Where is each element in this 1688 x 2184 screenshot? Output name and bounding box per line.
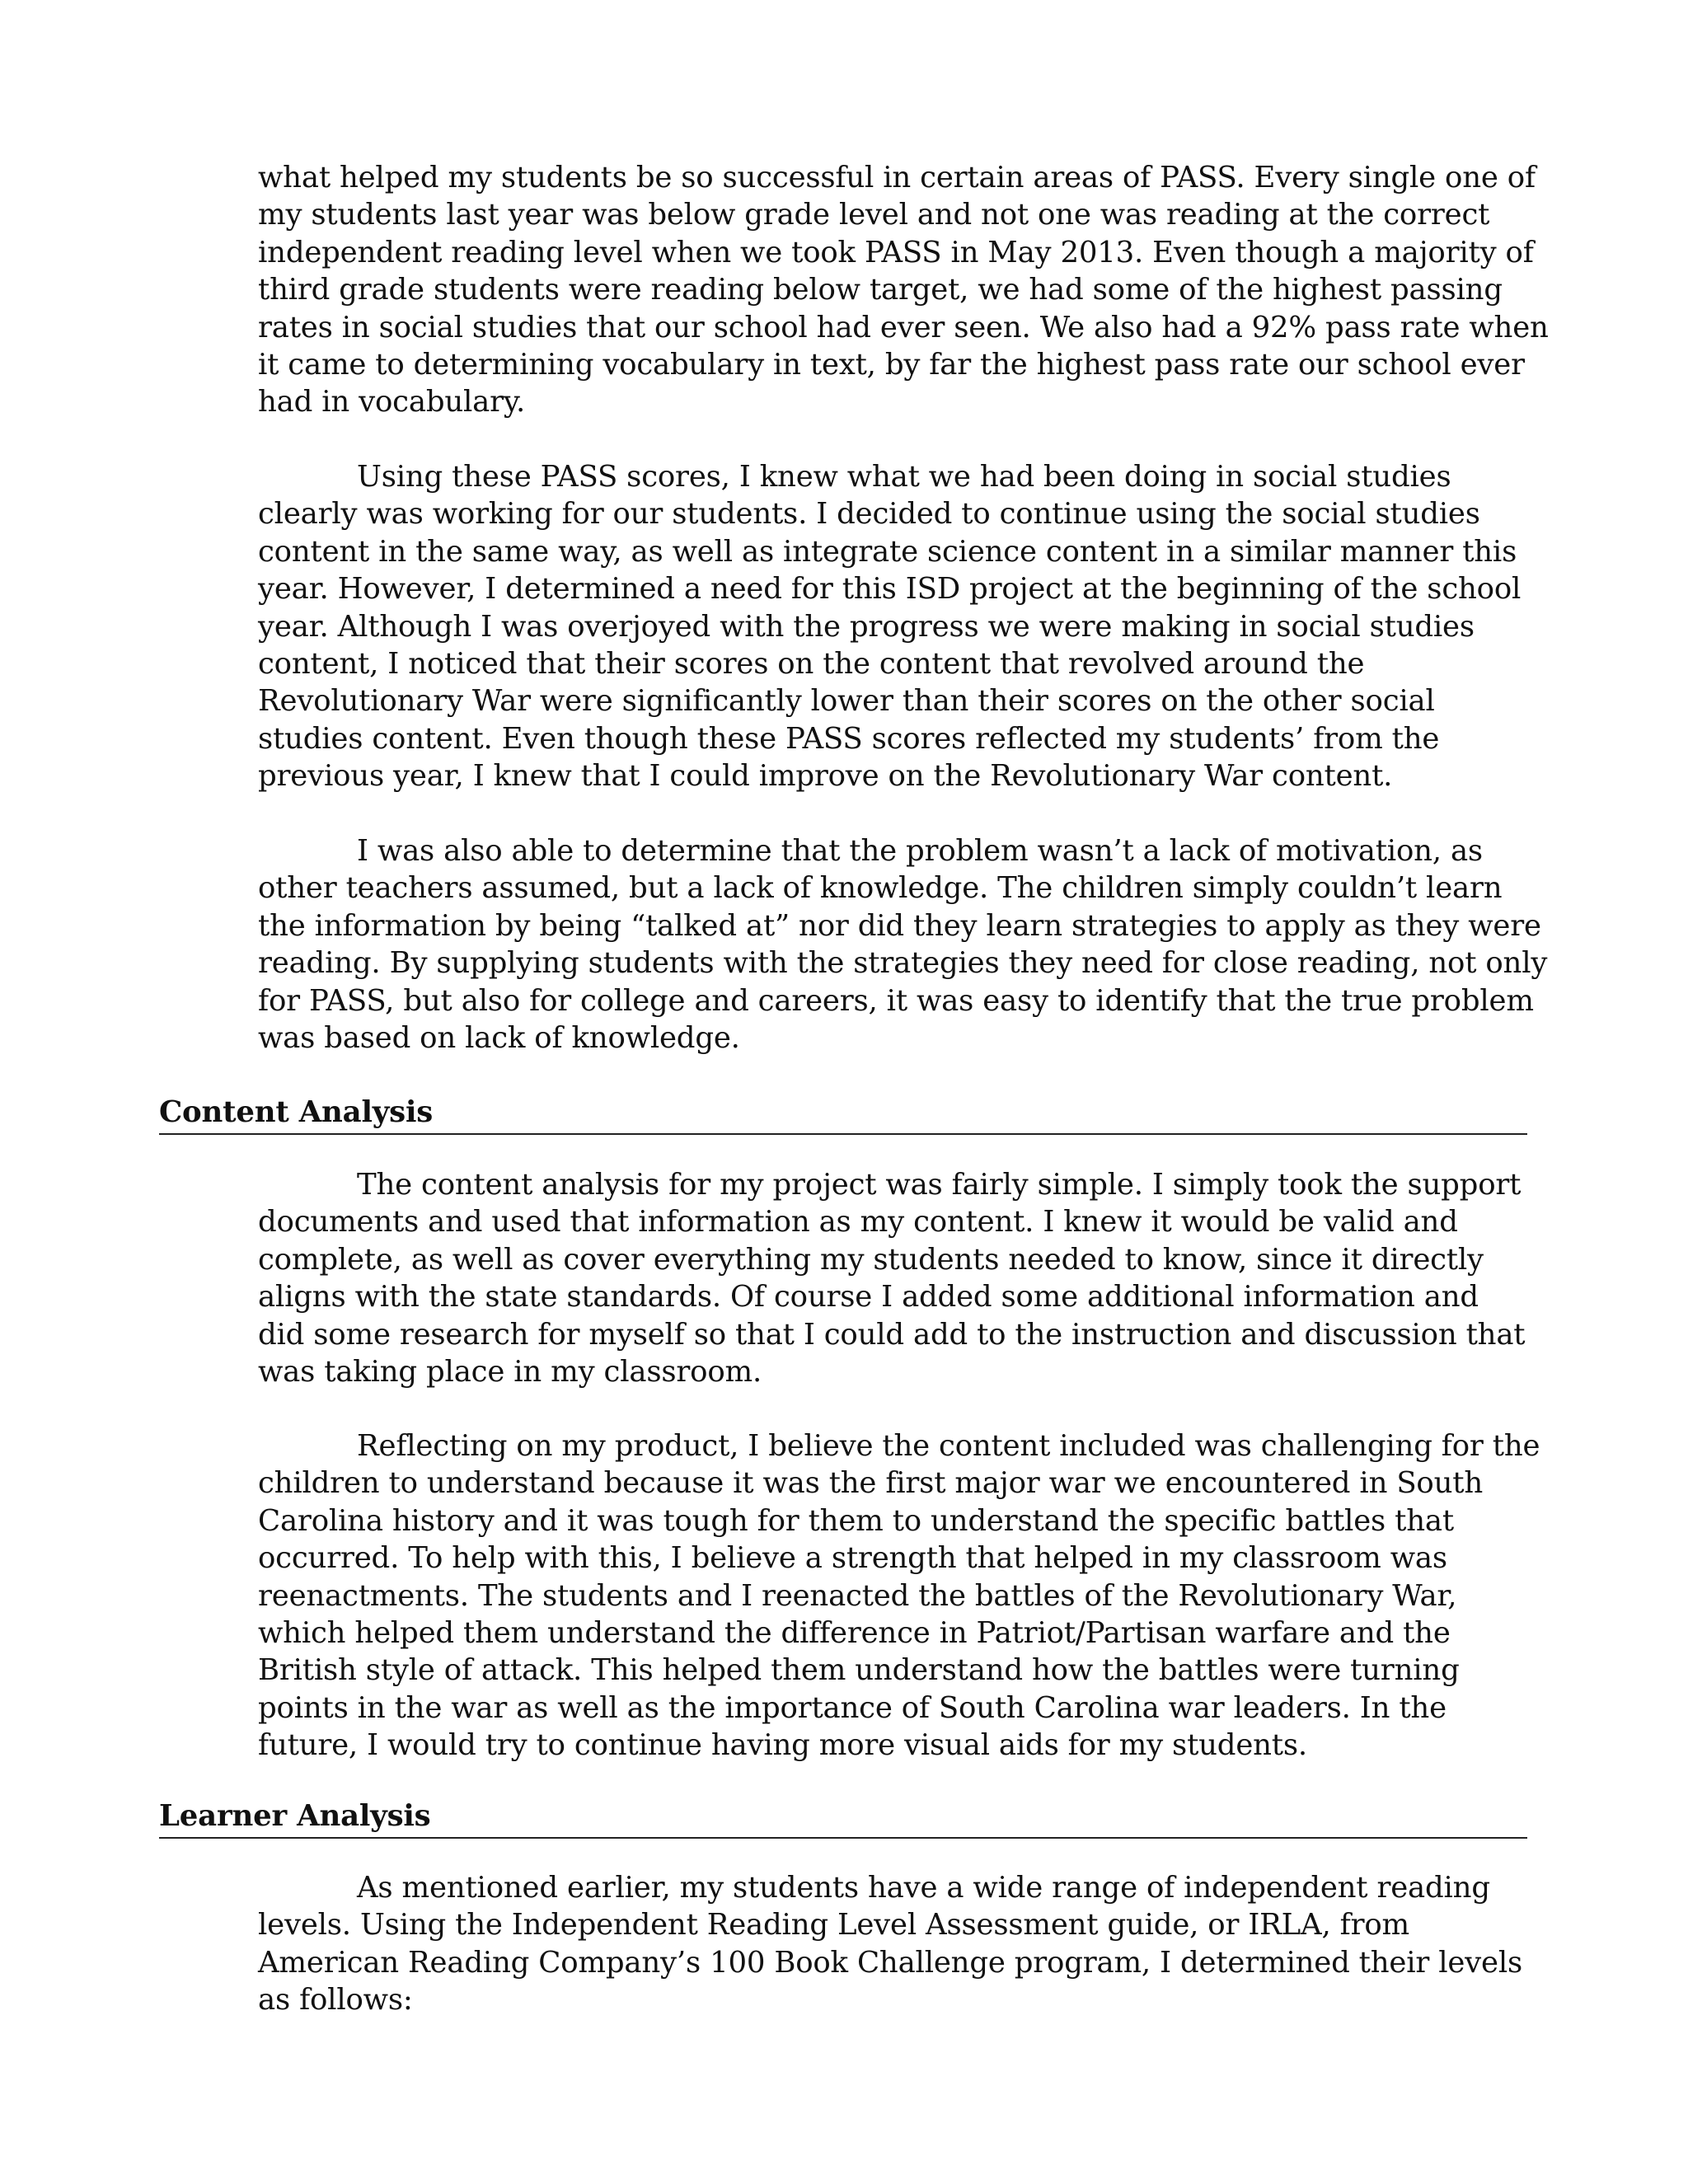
text-line: The content analysis for my project was fairly simple. I simply took the support <box>357 1168 1522 1202</box>
text-line: independent reading level when we took PASS in May 2013. Even though a majority of <box>258 235 1534 269</box>
text-line: American Reading Company’s 100 Book Challenge program, I determined their levels <box>258 1945 1523 1980</box>
text-line: clearly was working for our students. I decided to continue using the social studies <box>258 497 1480 532</box>
text-line: Revolutionary War were significantly lower than their scores on the other social <box>258 684 1435 719</box>
text-line: third grade students were reading below target, we had some of the highest passing <box>258 273 1503 307</box>
text-line: reading. By supplying students with the strategies they need for close reading, not only <box>258 946 1548 981</box>
text-line: Reflecting on my product, I believe the content included was challenging for the <box>357 1429 1540 1463</box>
paragraph-lack-of-knowledge <box>258 832 1548 1057</box>
text-line: what helped my students be so successful in certain areas of PASS. Every single one of <box>258 161 1536 194</box>
text-line: children to understand because it was the first major war we encountered in South <box>258 1466 1483 1501</box>
text-line: my students last year was below grade level and not one was reading at the correct <box>258 198 1490 232</box>
text-line: British style of attack. This helped them understand how the battles were turning <box>258 1653 1460 1688</box>
text-line: documents and used that information as my content. I knew it would be valid and <box>258 1205 1458 1240</box>
text-line: other teachers assumed, but a lack of knowledge. The children simply couldn’t learn <box>258 871 1503 906</box>
text-line: had in vocabulary. <box>258 385 526 419</box>
paragraph-reflection <box>258 1427 1540 1765</box>
text-line: year. Although I was overjoyed with the progress we were making in social studies <box>258 609 1475 644</box>
text-line: previous year, I knew that I could improve on the Revolutionary War content. <box>258 759 1393 794</box>
text-line: reenactments. The students and I reenacted the battles of the Revolutionary War, <box>258 1578 1457 1613</box>
text-line: which helped them understand the difference in Patriot/Partisan warfare and the <box>258 1616 1451 1651</box>
text-line: complete, as well as cover everything my students needed to know, since it directly <box>258 1242 1484 1277</box>
text-line: levels. Using the Independent Reading Level Assessment guide, or IRLA, from <box>258 1908 1410 1943</box>
section-heading-content-analysis: Content Analysis <box>159 1094 1527 1135</box>
text-line: aligns with the state standards. Of course I added some additional information and <box>258 1280 1479 1315</box>
text-line: occurred. To help with this, I believe a strength that helped in my classroom was <box>258 1541 1447 1576</box>
text-line: as follows: <box>258 1983 413 2018</box>
text-line: it came to determining vocabulary in text, by far the highest pass rate our school ever <box>258 348 1525 382</box>
text-line: Using these PASS scores, I knew what we had been doing in social studies <box>357 460 1451 494</box>
text-line: As mentioned earlier, my students have a wide range of independent reading <box>357 1871 1490 1905</box>
paragraph-learner-analysis <box>258 1869 1527 2019</box>
text-line: Carolina history and it was tough for them to understand the specific battles that <box>258 1503 1454 1538</box>
text-line: points in the war as well as the importance of South Carolina war leaders. In the <box>258 1690 1447 1725</box>
text-line: studies content. Even though these PASS scores reflected my students’ from the <box>258 721 1440 756</box>
text-line: the information by being “talked at” nor did they learn strategies to apply as they were <box>258 908 1541 943</box>
text-line: year. However, I determined a need for this ISD project at the beginning of the school <box>258 572 1522 607</box>
text-line: content in the same way, as well as integrate science content in a similar manner this <box>258 534 1517 569</box>
text-line: was based on lack of knowledge. <box>258 1021 740 1056</box>
text-line: I was also able to determine that the problem wasn’t a lack of motivation, as <box>357 834 1483 868</box>
text-line: rates in social studies that our school had ever seen. We also had a 92% pass rate when <box>258 310 1549 344</box>
text-line: did some research for myself so that I could add to the instruction and discussion that <box>258 1317 1526 1352</box>
text-line: was taking place in my classroom. <box>258 1355 762 1390</box>
text-line: future, I would try to continue having more visual aids for my students. <box>258 1728 1307 1763</box>
paragraph-content-analysis <box>258 1166 1527 1390</box>
paragraph-pass-success <box>258 159 1549 421</box>
section-heading-learner-analysis: Learner Analysis <box>159 1797 1527 1839</box>
paragraph-pass-scores <box>258 458 1527 795</box>
text-line: for PASS, but also for college and careers, it was easy to identify that the true problem <box>258 983 1534 1018</box>
text-line: content, I noticed that their scores on the content that revolved around the <box>258 647 1365 682</box>
